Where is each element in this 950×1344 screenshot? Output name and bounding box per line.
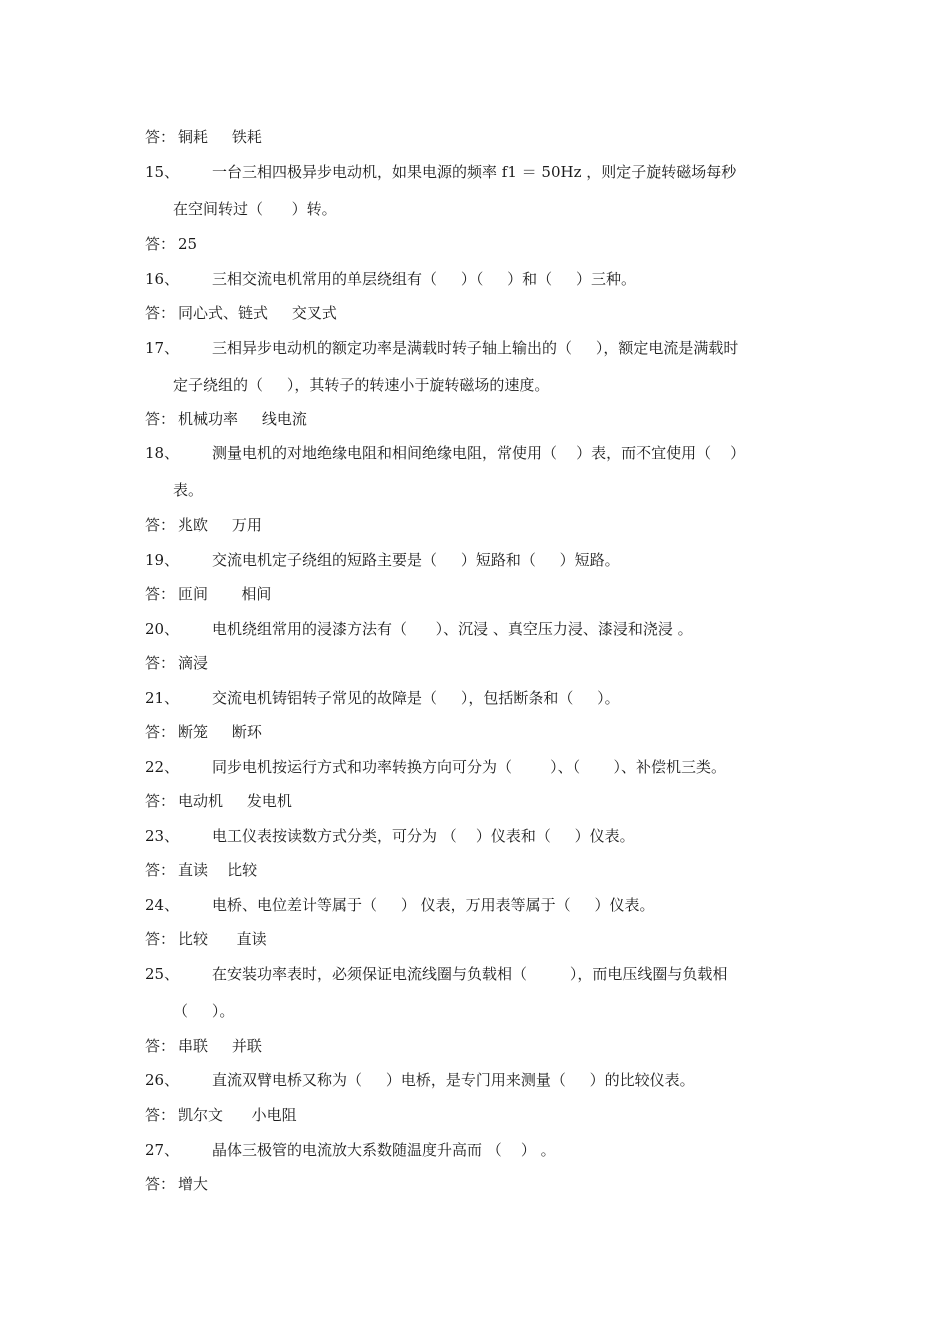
- answer-label: 答：: [145, 861, 176, 879]
- question-number: 18、: [145, 444, 180, 462]
- question-number: 16、: [145, 270, 180, 288]
- question-number: 22、: [145, 758, 180, 776]
- question-text-line: 交流电机定子绕组的短路主要是（ ）短路和（ ）短路。: [212, 551, 620, 569]
- question-text-line: 三相异步电动机的额定功率是满载时转子轴上输出的（ ），额定电流是满载时: [212, 339, 739, 357]
- answer-label: 答：: [145, 930, 176, 948]
- question-text-line: 电工仪表按读数方式分类，可分为 （ ）仪表和（ ）仪表。: [212, 827, 635, 845]
- answer-label: 答：: [145, 516, 176, 534]
- answer-text: 串联 并联: [178, 1037, 262, 1055]
- question-text-line: 定子绕组的（ ），其转子的转速小于旋转磁场的速度。: [173, 376, 550, 394]
- question-number: 24、: [145, 896, 180, 914]
- question-text-line: 交流电机铸铝转子常见的故障是（ ），包括断条和（ ）。: [212, 689, 620, 707]
- question-text-line: 在空间转过（ ）转。: [173, 200, 337, 218]
- answer-label: 答：: [145, 792, 176, 810]
- answer-text: 增大: [178, 1175, 209, 1193]
- answer-text: 铜耗 铁耗: [178, 128, 262, 146]
- question-number: 19、: [145, 551, 180, 569]
- answer-label: 答：: [145, 235, 176, 253]
- answer-label: 答：: [145, 585, 176, 603]
- answer-label: 答：: [145, 128, 176, 146]
- question-text-line: 电桥、电位差计等属于（ ） 仪表，万用表等属于（ ）仪表。: [212, 896, 655, 914]
- answer-label: 答：: [145, 1106, 176, 1124]
- question-text-line: 一台三相四极异步电动机，如果电源的频率 f1 ＝ 50Hz ，则定子旋转磁场每秒: [212, 163, 737, 181]
- question-text-line: 电机绕组常用的浸漆方法有（ ）、沉浸 、真空压力浸、漆浸和浇浸 。: [212, 620, 693, 638]
- question-number: 15、: [145, 163, 180, 181]
- question-text-line: 在安装功率表时，必须保证电流线圈与负载相（ ），而电压线圈与负载相: [212, 965, 728, 983]
- question-text-line: 晶体三极管的电流放大系数随温度升高而 （ ） 。: [212, 1141, 556, 1159]
- question-text-line: 同步电机按运行方式和功率转换方向可分为（ ）、（ ）、补偿机三类。: [212, 758, 727, 776]
- answer-text: 直读 比较: [178, 861, 258, 879]
- answer-text: 兆欧 万用: [178, 516, 262, 534]
- answer-text: 同心式、链式 交叉式: [178, 304, 337, 322]
- question-number: 27、: [145, 1141, 180, 1159]
- answer-text: 滴浸: [178, 654, 209, 672]
- answer-text: 机械功率 线电流: [178, 410, 307, 428]
- question-text-line: 三相交流电机常用的单层绕组有（ ）（ ）和（ ）三种。: [212, 270, 637, 288]
- answer-text: 凯尔文 小电阻: [178, 1106, 297, 1124]
- answer-label: 答：: [145, 304, 176, 322]
- answer-label: 答：: [145, 410, 176, 428]
- question-text-line: （ ）。: [173, 1002, 235, 1020]
- answer-text: 比较 直读: [178, 930, 267, 948]
- answer-text: 电动机 发电机: [178, 792, 292, 810]
- question-text-line: 表。: [173, 481, 204, 499]
- question-number: 25、: [145, 965, 180, 983]
- question-text-line: 测量电机的对地绝缘电阻和相间绝缘电阻，常使用（ ）表，而不宜使用（ ）: [212, 444, 746, 462]
- question-number: 26、: [145, 1071, 180, 1089]
- answer-text: 匝间 相间: [178, 585, 272, 603]
- answer-label: 答：: [145, 723, 176, 741]
- answer-label: 答：: [145, 1175, 176, 1193]
- answer-label: 答：: [145, 1037, 176, 1055]
- answer-text: 断笼 断环: [178, 723, 262, 741]
- question-number: 17、: [145, 339, 180, 357]
- question-number: 21、: [145, 689, 180, 707]
- question-number: 20、: [145, 620, 180, 638]
- answer-label: 答：: [145, 654, 176, 672]
- question-number: 23、: [145, 827, 180, 845]
- question-text-line: 直流双臂电桥又称为（ ）电桥，是专门用来测量（ ）的比较仪表。: [212, 1071, 695, 1089]
- answer-text: 25: [178, 235, 198, 253]
